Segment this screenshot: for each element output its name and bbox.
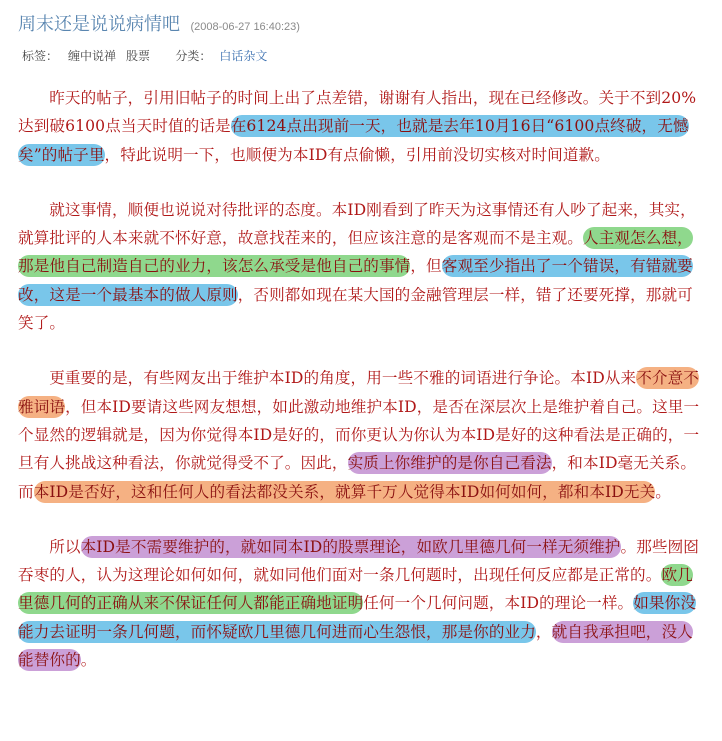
post-header <box>18 10 712 34</box>
highlighted-text-green: 人主观怎么想，那是他自己制造自己的业力，该怎么承受是他自己的事情 <box>18 229 693 276</box>
category-link[interactable]: 白话杂文 <box>219 49 268 63</box>
highlighted-text-orange: 不介意不雅词语 <box>18 369 699 416</box>
paragraph <box>18 84 708 169</box>
category-label: 分类： <box>175 49 212 63</box>
highlighted-text-purple: 本ID是不需要维护的，就如同本ID的股票理论，如欧几里德几何一样无须维护 <box>80 537 621 556</box>
highlighted-text-blue: 如果你没能力去证明一条几何题，而怀疑欧几里德几何进而心生怨恨，那是你的业力 <box>18 594 697 641</box>
paragraph <box>18 533 708 674</box>
paragraph-text: ，否则都如现在某大国的金融管理层一样，错了还要死撑，那就可笑了。 <box>18 285 693 333</box>
paragraph <box>18 364 708 505</box>
highlighted-text-blue: 客观至少指出了一个错误，有错就要改，这是一个最基本的做人原则 <box>18 257 693 304</box>
paragraph-text: 任何一个几何问题，本ID的理论一样。 <box>363 594 634 613</box>
paragraph-text: 就这事情，顺便也说说对待批评的态度。本ID刚看到了昨天为这事情还有人吵了起来，其实，就算批评的人本来就不怀好意，故意找茬来的，但应该注意的是客观而不是主观。 <box>18 200 696 248</box>
paragraph-text: 更重要的是，有些网友出于维护本ID的角度，用一些不雅的词语进行争论。本ID从来 <box>49 369 637 388</box>
post-body <box>18 84 708 701</box>
paragraph-text: ，但 <box>410 257 442 276</box>
paragraph-text: 昨天的帖子，引用旧帖子的时间上出了点差错，谢谢有人指出，现在已经修改。关于不到20%达到破6100点当天时值的话是 <box>18 89 697 136</box>
tag-link[interactable]: 股票 <box>126 49 151 63</box>
paragraph-text: ， <box>535 622 552 641</box>
tag-link[interactable]: 缠中说禅 <box>68 49 117 63</box>
paragraph-text: 。 <box>655 482 671 501</box>
paragraph-text: 。那些囫囵吞枣的人，认为这理论如何如何，就如同他们面对一条几何题时，出现任何反应都是正常的。 <box>18 537 699 585</box>
post-meta <box>22 47 267 64</box>
post-date: (2008-06-27 16:40:23) <box>190 21 300 33</box>
paragraph-text: ，和本ID毫无关系。而 <box>18 454 697 501</box>
paragraph-text: ，特此说明一下，也顺便为本ID有点偷懒，引用前没切实核对时间道歉。 <box>104 145 610 164</box>
paragraph-text: 。 <box>80 651 97 670</box>
paragraph-text: ，但本ID要请这些网友想想，如此激动地维护本ID，是否在深层次上是维护着自己。这里一个显然的逻辑就是，因为你觉得本ID是好的，而你更认为你认为本ID是好的这种看法是正确的，一旦有人挑战这种看法，你就觉得受不了。因此， <box>18 397 700 473</box>
highlighted-text-blue: 在6124点出现前一天，也就是去年10月16日“6100点终破，无憾矣”的帖子里 <box>18 117 689 164</box>
tags-label: 标签： <box>22 49 59 63</box>
paragraph <box>18 196 708 337</box>
highlighted-text-green: 欧几里德几何的正确从来不保证任何人都能正确地证明 <box>18 566 693 613</box>
highlighted-text-purple: 实质上你维护的是你自己看法 <box>347 454 552 473</box>
paragraph-text: 所以 <box>49 537 81 556</box>
highlighted-text-purple: 就自我承担吧，没人能替你的 <box>18 622 693 670</box>
post-title: 周末还是说说病情吧 <box>18 14 180 34</box>
highlighted-text-orange: 本ID是否好，这和任何人的看法都没关系，就算千万人觉得本ID如何如何，都和本ID无关 <box>33 482 656 501</box>
